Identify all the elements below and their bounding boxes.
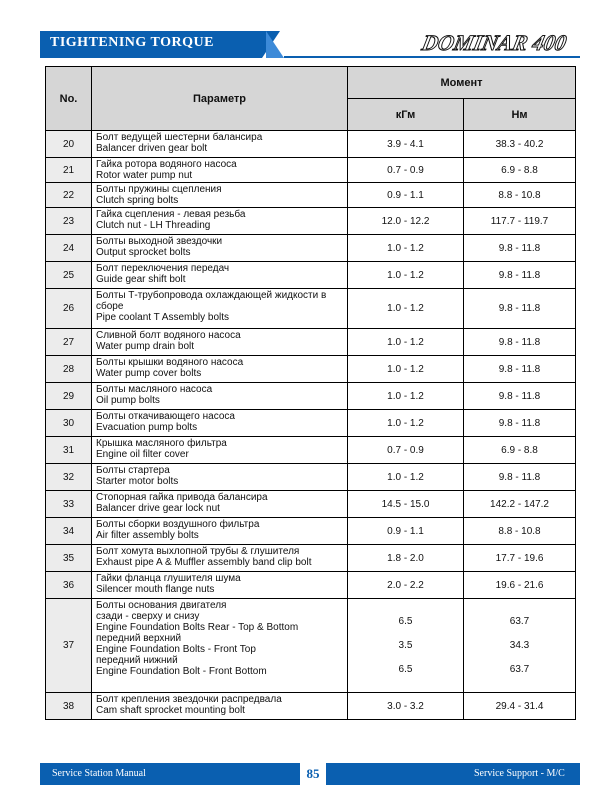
table-row xyxy=(46,572,576,599)
table-row xyxy=(46,356,576,383)
svg-text:DOMINAR 400: DOMINAR 400 xyxy=(420,30,569,55)
param-ru: Болты стартера xyxy=(96,465,170,476)
row-number: 22 xyxy=(46,183,92,208)
table-row xyxy=(46,410,576,437)
col-header-nm: Нм xyxy=(464,99,576,131)
param-cell xyxy=(92,693,348,720)
table-row xyxy=(46,208,576,235)
kgm-value: 1.0 - 1.2 xyxy=(348,289,464,329)
param-cell xyxy=(92,464,348,491)
nm-value: 6.9 - 8.8 xyxy=(464,437,576,464)
nm-value: 17.7 - 19.6 xyxy=(464,545,576,572)
table-row xyxy=(46,289,576,329)
row-number: 31 xyxy=(46,437,92,464)
table-row xyxy=(46,518,576,545)
kgm-value: 12.0 - 12.2 xyxy=(348,208,464,235)
param-en: Rotor water pump nut xyxy=(96,170,193,181)
param-ru: Болт хомута выхлопной трубы & глушителя xyxy=(96,546,300,557)
table-row xyxy=(46,491,576,518)
kgm-value: 1.0 - 1.2 xyxy=(348,383,464,410)
param-cell xyxy=(92,356,348,383)
param-ru: Крышка масляного фильтра xyxy=(96,438,227,449)
param-en: Clutch nut - LH Threading xyxy=(96,220,211,231)
param-cell xyxy=(92,410,348,437)
kgm-values xyxy=(348,599,464,693)
nm-value: 117.7 - 119.7 xyxy=(464,208,576,235)
page-title: TIGHTENING TORQUE xyxy=(50,35,214,50)
row-number: 27 xyxy=(46,329,92,356)
nm-value: 9.8 - 11.8 xyxy=(464,329,576,356)
nm-value: 63.7 xyxy=(509,663,530,675)
param-en: Pipe coolant T Assembly bolts xyxy=(96,312,230,323)
param-cell xyxy=(92,545,348,572)
param-ru: Сливной болт водяного насоса xyxy=(96,330,241,341)
kgm-value: 6.5 xyxy=(398,615,413,627)
param-cell xyxy=(92,491,348,518)
row-number: 38 xyxy=(46,693,92,720)
param-cell xyxy=(92,183,348,208)
nm-value: 9.8 - 11.8 xyxy=(464,356,576,383)
row-number: 37 xyxy=(46,599,92,693)
page-number: 85 xyxy=(300,763,326,785)
col-header-kgm: кГм xyxy=(348,99,464,131)
param-ru: Гайка сцепления - левая резьба xyxy=(96,209,246,220)
table-row xyxy=(46,437,576,464)
param-line: Engine Foundation Bolt - Front Bottom xyxy=(96,666,267,677)
row-number: 20 xyxy=(46,131,92,158)
kgm-value: 0.7 - 0.9 xyxy=(348,158,464,183)
kgm-value: 3.9 - 4.1 xyxy=(348,131,464,158)
table-row xyxy=(46,599,576,693)
param-ru: Болты пружины сцепления xyxy=(96,184,222,195)
row-number: 35 xyxy=(46,545,92,572)
footer-support: Service Support - M/C xyxy=(474,768,565,779)
kgm-value: 0.9 - 1.1 xyxy=(348,518,464,545)
kgm-value: 2.0 - 2.2 xyxy=(348,572,464,599)
kgm-value: 1.0 - 1.2 xyxy=(348,464,464,491)
row-number: 25 xyxy=(46,262,92,289)
row-number: 26 xyxy=(46,289,92,329)
param-ru: Болт ведущей шестерни балансира xyxy=(96,132,263,143)
param-en: Air filter assembly bolts xyxy=(96,530,199,541)
row-number: 36 xyxy=(46,572,92,599)
param-en: Evacuation pump bolts xyxy=(96,422,198,433)
table-row xyxy=(46,262,576,289)
kgm-value: 3.0 - 3.2 xyxy=(348,693,464,720)
row-number: 21 xyxy=(46,158,92,183)
param-cell xyxy=(92,235,348,262)
nm-value: 29.4 - 31.4 xyxy=(464,693,576,720)
param-cell xyxy=(92,518,348,545)
table-row xyxy=(46,545,576,572)
table-row xyxy=(46,235,576,262)
param-line: Болты основания двигателя xyxy=(96,600,227,611)
param-en: Exhaust pipe A & Muffler assembly band clip bolt xyxy=(96,557,312,568)
footer-manual-title: Service Station Manual xyxy=(52,768,146,779)
param-line: сзади - сверху и снизу xyxy=(96,611,200,622)
dominar-logo xyxy=(420,26,580,60)
param-en: Clutch spring bolts xyxy=(96,195,179,206)
kgm-value: 0.7 - 0.9 xyxy=(348,437,464,464)
nm-values xyxy=(464,599,576,693)
table-row xyxy=(46,183,576,208)
nm-value: 9.8 - 11.8 xyxy=(464,464,576,491)
param-en: Guide gear shift bolt xyxy=(96,274,186,285)
nm-value: 63.7 xyxy=(509,615,530,627)
param-en: Cam shaft sprocket mounting bolt xyxy=(96,705,245,716)
nm-value: 142.2 - 147.2 xyxy=(464,491,576,518)
param-ru: Болты Т-трубопровода охлаждающей жидкости в сборе xyxy=(96,290,327,312)
kgm-value: 6.5 xyxy=(398,663,413,675)
param-ru: Болты крышки водяного насоса xyxy=(96,357,244,368)
param-ru: Гайки фланца глушителя шума xyxy=(96,573,241,584)
param-ru: Болт переключения передач xyxy=(96,263,230,274)
param-en: Water pump cover bolts xyxy=(96,368,202,379)
param-cell xyxy=(92,383,348,410)
param-en: Silencer mouth flange nuts xyxy=(96,584,215,595)
kgm-value: 1.0 - 1.2 xyxy=(348,410,464,437)
table-row xyxy=(46,383,576,410)
param-en: Starter motor bolts xyxy=(96,476,179,487)
param-ru: Стопорная гайка привода балансира xyxy=(96,492,268,503)
torque-table xyxy=(45,66,576,720)
row-number: 24 xyxy=(46,235,92,262)
param-line: Engine Foundation Bolts - Front Top xyxy=(96,644,256,655)
param-en: Output sprocket bolts xyxy=(96,247,191,258)
kgm-value: 1.0 - 1.2 xyxy=(348,262,464,289)
param-cell xyxy=(92,329,348,356)
col-header-moment: Момент xyxy=(348,67,576,99)
kgm-value: 1.0 - 1.2 xyxy=(348,329,464,356)
nm-value: 9.8 - 11.8 xyxy=(464,383,576,410)
param-cell xyxy=(92,158,348,183)
col-header-no: No. xyxy=(46,67,92,131)
param-en: Balancer drive gear lock nut xyxy=(96,503,220,514)
row-number: 30 xyxy=(46,410,92,437)
param-cell xyxy=(92,262,348,289)
row-number: 32 xyxy=(46,464,92,491)
row-number: 33 xyxy=(46,491,92,518)
nm-value: 9.8 - 11.8 xyxy=(464,289,576,329)
nm-value: 8.8 - 10.8 xyxy=(464,183,576,208)
param-ru: Болты сборки воздушного фильтра xyxy=(96,519,260,530)
param-en: Water pump drain bolt xyxy=(96,341,195,352)
param-ru: Гайка ротора водяного насоса xyxy=(96,159,237,170)
kgm-value: 1.0 - 1.2 xyxy=(348,235,464,262)
table-row xyxy=(46,693,576,720)
param-line: Engine Foundation Bolts Rear - Top & Bottom xyxy=(96,622,299,633)
nm-value: 9.8 - 11.8 xyxy=(464,235,576,262)
nm-value: 9.8 - 11.8 xyxy=(464,262,576,289)
kgm-value: 1.0 - 1.2 xyxy=(348,356,464,383)
nm-value: 34.3 xyxy=(509,639,530,651)
row-number: 29 xyxy=(46,383,92,410)
table-row xyxy=(46,158,576,183)
col-header-param: Параметр xyxy=(92,67,348,131)
param-cell xyxy=(92,289,348,329)
nm-value: 9.8 - 11.8 xyxy=(464,410,576,437)
kgm-value: 14.5 - 15.0 xyxy=(348,491,464,518)
param-ru: Болты выходной звездочки xyxy=(96,236,223,247)
nm-value: 38.3 - 40.2 xyxy=(464,131,576,158)
header-stripe xyxy=(266,31,296,58)
param-en: Oil pump bolts xyxy=(96,395,160,406)
param-line: передний верхний xyxy=(96,633,182,644)
param-ru: Болт крепления звездочки распредвала xyxy=(96,694,282,705)
param-cell xyxy=(92,131,348,158)
nm-value: 6.9 - 8.8 xyxy=(464,158,576,183)
param-cell xyxy=(92,599,348,693)
row-number: 23 xyxy=(46,208,92,235)
table-row xyxy=(46,131,576,158)
kgm-value: 0.9 - 1.1 xyxy=(348,183,464,208)
param-cell xyxy=(92,208,348,235)
nm-value: 8.8 - 10.8 xyxy=(464,518,576,545)
row-number: 34 xyxy=(46,518,92,545)
table-row xyxy=(46,329,576,356)
table-row xyxy=(46,464,576,491)
param-en: Balancer driven gear bolt xyxy=(96,143,208,154)
param-ru: Болты масляного насоса xyxy=(96,384,213,395)
kgm-value: 3.5 xyxy=(398,639,413,651)
param-en: Engine oil filter cover xyxy=(96,449,189,460)
param-ru: Болты откачивающего насоса xyxy=(96,411,235,422)
nm-value: 19.6 - 21.6 xyxy=(464,572,576,599)
param-cell xyxy=(92,437,348,464)
row-number: 28 xyxy=(46,356,92,383)
param-line: передний нижний xyxy=(96,655,178,666)
kgm-value: 1.8 - 2.0 xyxy=(348,545,464,572)
param-cell xyxy=(92,572,348,599)
